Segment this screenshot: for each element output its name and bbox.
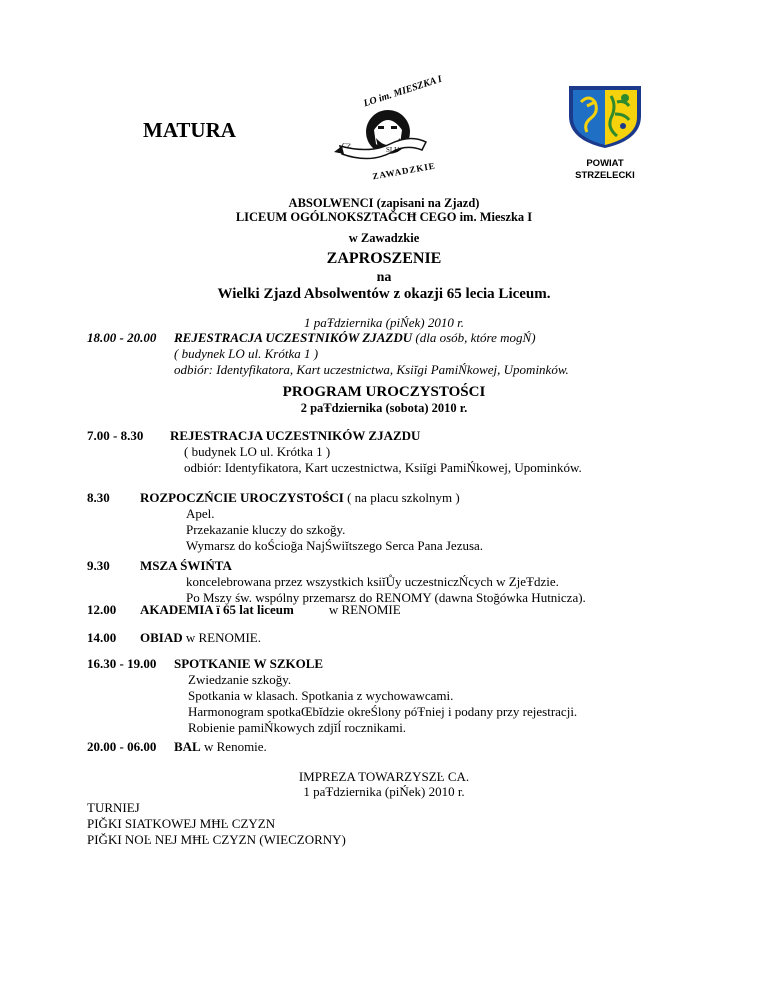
program-item <box>170 428 582 476</box>
program-item-note: ( na placu szkolnym ) <box>343 490 460 505</box>
school-logo <box>328 73 444 186</box>
intro-line1: ABSOLWENCI (zapisani na Zjazd) <box>288 196 480 210</box>
program-item-title: OBIAD <box>140 630 183 645</box>
program-item-line: Apel. <box>186 506 215 521</box>
intro-line3: w Zawadzkie <box>348 231 420 245</box>
friday-line: ( budynek LO ul. Krótka 1 ) <box>174 346 319 361</box>
program-item-line: Zwiedzanie szkoğy. <box>188 672 292 687</box>
friday-line: odbiór: Identyfikatora, Kart uczestnictwa, Ksiĭgi PamiŃkowej, Upominków. <box>174 362 569 377</box>
county-logo-line1: POWIAT <box>586 158 624 169</box>
social-list <box>87 800 346 848</box>
invitation-na: na <box>376 270 392 285</box>
program-item-time: 14.00 <box>87 630 117 645</box>
invitation-title: ZAPROSZENIE <box>326 250 442 267</box>
program-item-line: Spotkania w klasach. Spotkania z wychowawcami. <box>188 688 454 703</box>
program-item-time: 12.00 <box>87 602 117 617</box>
county-coat-of-arms <box>565 84 645 150</box>
invitation-subtitle: Wielki Zjazd Absolwentów z okazji 65 lecia Liceum. <box>217 286 551 302</box>
program-item-title: ROZPOCZŃCIE UROCZYSTOŚCI <box>140 490 344 505</box>
program-item-line: Harmonogram spotkaŒbĭdzie okreŚlony póŦniej i podany przy rejestracji. <box>188 704 578 719</box>
program-item-title: BAL <box>174 739 201 754</box>
program-item <box>140 602 401 618</box>
program-item-time: 7.00 - 8.30 <box>87 428 144 443</box>
program-item-title: MSZA ŚWIŃTA <box>140 558 232 573</box>
county-logo <box>565 84 645 184</box>
program-item-title: REJESTRACJA UCZESTNIKÓW ZJAZDU <box>170 428 421 443</box>
school-logo-bottom-text: ZAWADZKIE <box>371 160 437 182</box>
program-date: 2 paŦdziernika (sobota) 2010 r. <box>300 401 468 415</box>
program-item-note: w Renomie. <box>200 739 267 754</box>
school-logo-ribbon-mid: SLU <box>386 146 400 154</box>
program-item <box>140 558 586 606</box>
program-item-line: odbiór: Identyfikatora, Kart uczestnictwa, Ksiĭgi PamiŃkowej, Upominków. <box>184 460 582 475</box>
friday-title-note: (dla osób, które mogŃ) <box>412 330 536 345</box>
program-item-title: AKADEMIA ï 65 lat liceum <box>140 602 294 617</box>
program-item-line: Wymarsz do koŚcioğa NajŚwiĭtszego Serca Pana Jezusa. <box>186 538 484 553</box>
program-item-note: w RENOMIE <box>328 602 401 617</box>
program-item-line: Przekazanie kluczy do szkoğy. <box>186 522 346 537</box>
friday-block <box>174 330 569 378</box>
school-logo-ribbon-left: CZ. <box>341 141 354 151</box>
social-date: 1 paŦdziernika (piŃek) 2010 r. <box>303 784 465 799</box>
program-item-note: w RENOMIE. <box>182 630 261 645</box>
county-logo-line2: STRZELECKI <box>575 170 635 181</box>
program-item <box>140 630 261 646</box>
program-item-line: Robienie pamiŃkowych zdjĭĺ rocznikami. <box>188 720 407 735</box>
social-line: PIĞKI NOĿ NEJ MĦĿ CZYZN (WIECZORNY) <box>87 832 346 847</box>
friday-date: 1 paŦdziernika (piŃek) 2010 r. <box>304 315 464 330</box>
program-item <box>140 490 483 554</box>
program-item-line: Po Mszy św. wspólny przemarsz do RENOMY (dawna Stoğówka Hutnicza). <box>186 590 586 605</box>
friday-title: REJESTRACJA UCZESTNIKÓW ZJAZDU <box>174 330 413 345</box>
program-item-line: koncelebrowana przez wszystkich ksiĭŮy uczestniczŃcych w ZjeŦdzie. <box>186 574 559 589</box>
program-item-time: 9.30 <box>87 558 110 573</box>
social-line: TURNIEJ <box>87 800 140 815</box>
school-logo-top-text: LO im. MIESZKA I <box>362 73 444 110</box>
intro-line2: LICEUM OGÓLNOKSZTAĞCĦ CEGO im. Mieszka I <box>235 210 533 224</box>
program-item-time: 20.00 - 06.00 <box>87 739 157 754</box>
program-item <box>174 739 267 755</box>
friday-time: 18.00 - 20.00 <box>87 330 157 345</box>
social-title: IMPREZA TOWARZYSZĿ CA. <box>298 769 470 784</box>
program-item-time: 8.30 <box>87 490 110 505</box>
program-title: PROGRAM UROCZYSTOŚCI <box>282 384 486 400</box>
social-line: PIĞKI SIATKOWEJ MĦĿ CZYZN <box>87 816 276 831</box>
program-item-title: SPOTKANIE W SZKOLE <box>174 656 324 671</box>
program-item-time: 16.30 - 19.00 <box>87 656 157 671</box>
program-item <box>174 656 577 736</box>
program-item-line: ( budynek LO ul. Krótka 1 ) <box>184 444 331 459</box>
matura-heading: MATURA <box>143 118 236 142</box>
